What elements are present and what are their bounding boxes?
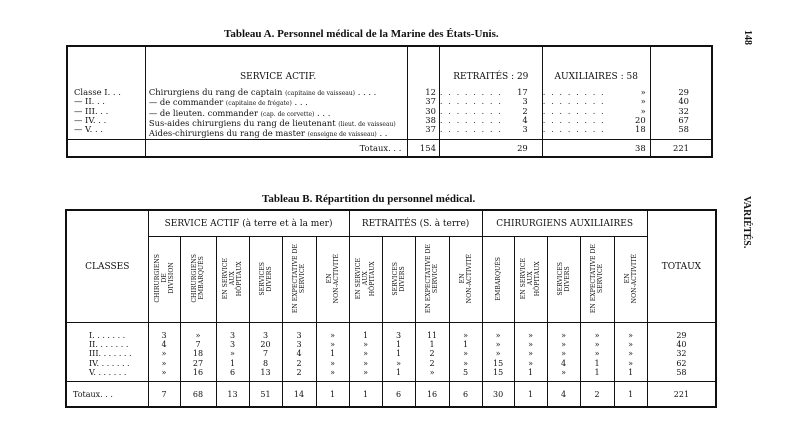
subheader-col-2: [180, 237, 216, 323]
subheader-label: EN SERVICE AUX HÔPITAUX: [520, 257, 542, 300]
data-col-13: » » » 4 »: [547, 323, 580, 382]
data-col-3: 3 3 » 1 6: [216, 323, 249, 382]
table-b-group-header: [66, 210, 716, 237]
table-a-total-value: 40: [678, 96, 689, 107]
subheader-label: EN SERVICE AUX HÔPITAUX: [355, 257, 377, 300]
data-col-7: 1 » » » »: [349, 323, 382, 382]
table-a-class-label: — III. . .: [74, 105, 109, 116]
data-col-10: » 1 » » 5: [449, 323, 482, 382]
total-col-7: 1: [349, 382, 382, 408]
retraites-header: RETRAITÉS : 29: [439, 46, 542, 85]
leader-dots: . . . . . . . .: [542, 87, 606, 97]
leader-dots: . . . . . . . .: [439, 105, 503, 116]
subheader-col-8: [382, 237, 415, 323]
group-auxiliaires: CHIRURGIENS AUXILIAIRES: [482, 210, 647, 237]
table-a-total-value: 67: [678, 114, 689, 125]
leader-dots: . . . . . . . .: [439, 114, 503, 125]
table-a-descriptions: [145, 85, 408, 140]
table-a-classes: [67, 85, 145, 140]
table-b-totals-row: [66, 382, 716, 408]
total-col-11: 30: [482, 382, 514, 408]
row-desc-text: Sus-aides chirurgiens du rang de lieutenant: [148, 117, 336, 128]
cell-value: »: [640, 87, 646, 97]
table-b-grand-total: 221: [647, 382, 716, 408]
table-a-actif-values: [408, 85, 440, 140]
subheader-col-3: [216, 237, 249, 323]
subheader-col-10: [449, 237, 482, 323]
table-a-total-value: 58: [678, 124, 689, 135]
data-col-12: » » » » 1: [514, 323, 547, 382]
table-a-total-retraites: 29: [439, 140, 542, 158]
data-col-5: 3 3 4 2 2: [282, 323, 316, 382]
table-a-class-label: — IV. . .: [74, 114, 107, 125]
leader-dots: . . . . . . . .: [542, 105, 606, 116]
table-a-actif-value: 37: [425, 124, 436, 135]
leader-dots: . . . . . . . .: [439, 96, 503, 107]
table-a-class-label: Classe I. . .: [74, 87, 121, 97]
subheader-col-13: [547, 237, 580, 323]
subheader-label: CHIRURGIENS DE DIVISION: [153, 254, 175, 303]
table-a-actif-value: 37: [425, 96, 436, 107]
table-b-class-list: I. . . . . . . II. . . . . . . III. . . . . . . IV. . . . . . . V. . . . . . .: [66, 323, 148, 382]
subheader-label: EMBARQUÉS: [494, 256, 502, 301]
table-b-totals-label: Totaux. . .: [66, 382, 148, 408]
row-leader-dots: . . .: [294, 97, 308, 108]
total-col-8: 6: [382, 382, 415, 408]
cell-value: 17: [517, 87, 528, 97]
subheader-col-7: [349, 237, 382, 323]
totaux-header: TOTAUX: [647, 210, 716, 323]
table-b: [65, 209, 717, 408]
cell-value: 3: [522, 96, 528, 107]
group-retraites: RETRAITÉS (S. à terre): [349, 210, 482, 237]
table-a-total-values: [650, 85, 712, 140]
data-col-4: 3 20 7 8 13: [249, 323, 282, 382]
table-a-total-value: 29: [678, 87, 689, 97]
row-leader-dots: . . .: [317, 107, 331, 118]
table-a-totals-row: [67, 140, 712, 158]
table-a-body: [67, 85, 712, 140]
subheader-col-1: [148, 237, 180, 323]
subheader-col-12: [514, 237, 547, 323]
leader-dots: . . . . . . . .: [439, 124, 503, 135]
row-leader-dots: . . . .: [357, 87, 377, 97]
subheader-col-4: [249, 237, 282, 323]
subheader-col-9: [415, 237, 449, 323]
total-col-9: 16: [415, 382, 449, 408]
subheader-label: EN EXPECTATIVE DE SERVICE: [590, 243, 605, 314]
total-col-3: 13: [216, 382, 249, 408]
row-desc-text: Chirurgiens du rang de captain: [148, 87, 283, 97]
subheader-label: EN NON-ACTIVITÉ: [325, 253, 340, 304]
subheader-label: EN EXPECTATIVE DE SERVICE: [425, 243, 440, 314]
data-col-6: » » 1 » »: [316, 323, 349, 382]
row-note: (lieut. de vaisseau): [338, 120, 396, 128]
row-note: (cap. de corvette): [260, 110, 315, 118]
page-number: 148: [742, 30, 753, 45]
subheader-col-11: [482, 237, 514, 323]
table-a-header-row: [67, 46, 712, 85]
table-a: [66, 45, 713, 158]
subheader-label: SERVICES DIVERS: [556, 261, 571, 296]
subheader-col-15: [614, 237, 647, 323]
table-a-retraites-value: [440, 125, 542, 134]
cell-value: 18: [635, 124, 646, 135]
table-a-grand-total: 221: [650, 140, 712, 158]
subheader-col-14: [580, 237, 614, 323]
total-col-1: 7: [148, 382, 180, 408]
total-col-6: 1: [316, 382, 349, 408]
row-note: (enseigne de vaisseau): [307, 131, 377, 139]
data-col-15: » » » » 1: [614, 323, 647, 382]
row-totals: 29 40 32 62 58: [647, 323, 716, 382]
data-col-11: » » » 15 15: [482, 323, 514, 382]
cell-value: 2: [522, 105, 528, 116]
subheader-label: CHIRURGIENS EMBARQUÉS: [191, 254, 205, 303]
table-a-retraites-values: [439, 85, 542, 140]
table-a-total-value: 32: [678, 105, 689, 116]
cell-value: »: [640, 96, 646, 107]
total-col-12: 1: [514, 382, 547, 408]
data-col-9: 11 1 2 2 »: [415, 323, 449, 382]
total-col-2: 68: [180, 382, 216, 408]
subheader-col-5: [282, 237, 316, 323]
subheader-label: SERVICES DIVERS: [258, 261, 273, 296]
subheader-col-6: [316, 237, 349, 323]
total-col-15: 1: [614, 382, 647, 408]
subheader-label: EN SERVICE AUX HÔPITAUX: [222, 257, 243, 300]
table-a-total-aux: 38: [542, 140, 650, 158]
table-a-row-description: [149, 129, 408, 139]
data-col-8: 3 1 1 » 1: [382, 323, 415, 382]
auxiliaires-header: AUXILIAIRES : 58: [542, 46, 650, 85]
table-a-actif-value: 30: [425, 105, 436, 116]
table-a-actif-value: 38: [425, 114, 436, 125]
cell-value: 4: [522, 114, 528, 125]
classes-header: CLASSES: [66, 210, 148, 323]
subheader-label: EN EXPECTATIVE DE SERVICE: [292, 243, 306, 314]
data-col-2: » 7 18 27 16: [180, 323, 216, 382]
row-leader-dots: . .: [379, 128, 388, 139]
total-col-14: 2: [580, 382, 614, 408]
table-a-aux-values: [542, 85, 650, 140]
leader-dots: . . . . . . . .: [542, 124, 606, 135]
row-note: (capitaine de frégate): [225, 100, 292, 108]
group-service-actif: SERVICE ACTIF (à terre et à la mer): [148, 210, 349, 237]
total-col-13: 4: [547, 382, 580, 408]
row-desc-text: — de commander: [148, 97, 224, 108]
table-a-class-label: — V. . .: [74, 124, 103, 135]
row-desc-text: Aides-chirurgiens du rang de master: [148, 128, 305, 139]
data-col-14: » » » 1 1: [580, 323, 614, 382]
cell-value: »: [640, 105, 646, 116]
total-col-10: 6: [449, 382, 482, 408]
table-a-total-actif: 154: [408, 140, 440, 158]
table-a-aux-value: [543, 125, 650, 134]
total-col-5: 14: [282, 382, 316, 408]
subheader-label: EN NON-ACTIVITÉ: [623, 253, 638, 304]
total-col-4: 51: [249, 382, 282, 408]
table-a-class-label: — II. . .: [74, 96, 105, 107]
cell-value: 20: [635, 114, 646, 125]
table-b-title: Tableau B. Répartition du personnel médical.: [262, 193, 476, 205]
table-a-title: Tableau A. Personnel médical de la Marine des États-Unis.: [224, 28, 499, 40]
subheader-label: SERVICES DIVERS: [391, 261, 406, 296]
row-desc-text: — de lieuten. commander: [148, 107, 258, 118]
data-col-1: 3 4 » » »: [148, 323, 180, 382]
table-b-body: [66, 323, 716, 382]
leader-dots: . . . . . . . .: [542, 114, 606, 125]
leader-dots: . . . . . . . .: [439, 87, 503, 97]
leader-dots: . . . . . . . .: [542, 96, 606, 107]
cell-value: 3: [522, 124, 528, 135]
table-b-subheader-row: [66, 237, 716, 323]
table-a-totals-label: Totaux. . .: [145, 140, 408, 158]
subheader-label: EN NON-ACTIVITÉ: [458, 253, 473, 304]
table-a-actif-value: 12: [425, 87, 436, 97]
row-note: (capitaine de vaisseau): [285, 90, 356, 97]
running-head: VARIÉTÉS.: [741, 196, 752, 249]
service-actif-header: SERVICE ACTIF.: [145, 46, 408, 85]
